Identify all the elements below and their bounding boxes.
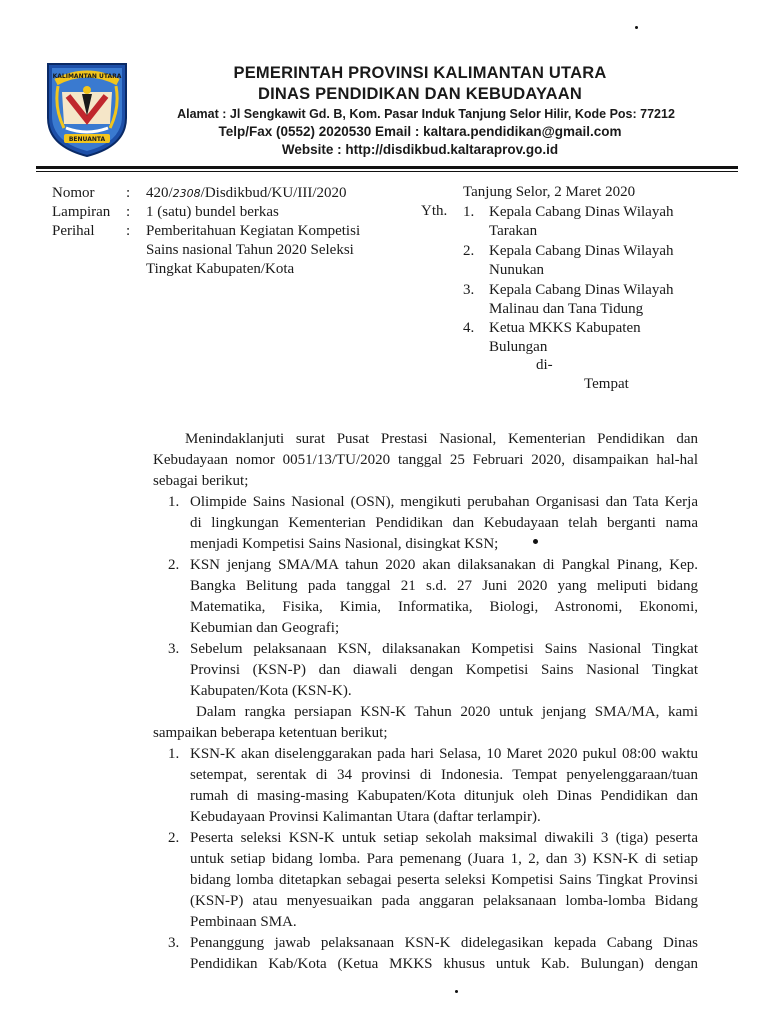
logo-top-text: KALIMANTAN UTARA (52, 73, 122, 80)
provincial-emblem-logo (42, 58, 132, 158)
list2-line: (KSN-P) atau menyesuaikan pada anggaran pelaksanaan lomba-lomba Bidang (190, 893, 698, 909)
logo-bottom-text: BENUANTA (68, 136, 106, 143)
recipient-line: Bulungan (489, 339, 548, 355)
list2-number: 3. (168, 935, 180, 951)
list2-number: 1. (168, 746, 180, 762)
list2-line: Penanggung jawab pelaksanaan KSN-K didelegasikan kepada Cabang Dinas (190, 935, 698, 951)
nomor-label: Nomor (52, 185, 95, 201)
perihal-label: Perihal (52, 223, 95, 239)
letterhead-divider-thin (36, 171, 738, 172)
letterhead-contact: Telp/Fax (0552) 2020530 Email : kaltara.pendidikan@gmail.com (218, 124, 622, 139)
list2-number: 2. (168, 830, 180, 846)
perihal-line: Tingkat Kabupaten/Kota (146, 261, 295, 277)
recipient-line: Kepala Cabang Dinas Wilayah (489, 243, 674, 259)
list1-line: Provinsi (KSN-P) dan diawali dengan Kompetisi Sains Nasional Tingkat (190, 662, 698, 678)
recipient-line: Nunukan (489, 262, 544, 278)
nomor-colon: : (126, 185, 131, 201)
list2-line: untuk setiap bidang lomba. Para pemenang (Juara 1, 2, dan 3) KSN-K di setiap (190, 851, 698, 867)
letterhead-divider-thick (36, 166, 738, 169)
list2-line: setempat, serentak di 34 provinsi di Indonesia. Tempat penyelenggaraan/tuan (190, 767, 698, 783)
list2-line: Pendidikan Kab/Kota (Ketua MKKS khusus untuk Kab. Bulungan) dengan (190, 956, 698, 972)
nomor-suffix: /Disdikbud/KU/III/2020 (200, 185, 347, 201)
list1-line: Olimpide Sains Nasional (OSN), mengikuti perubahan Organisasi dan Tata Kerja (190, 494, 698, 510)
perihal-colon: : (126, 223, 131, 239)
list2-line: KSN-K akan diselenggarakan pada hari Selasa, 10 Maret 2020 pukul 08:00 waktu (190, 746, 698, 762)
recipient-number: 1. (463, 204, 475, 220)
letter-date: Tanjung Selor, 2 Maret 2020 (463, 184, 636, 200)
intro-line: Menindaklanjuti surat Pusat Prestasi Nasional, Kementerian Pendidikan dan (185, 431, 698, 447)
di-label: di- (536, 357, 553, 373)
list1-line: menjadi Kompetisi Sains Nasional, disingkat KSN; (190, 536, 499, 552)
list2-line: Peserta seleksi KSN-K untuk setiap sekolah maksimal diwakili 3 (tiga) peserta (190, 830, 698, 846)
recipient-line: Kepala Cabang Dinas Wilayah (489, 204, 674, 220)
list1-line: Matematika, Fisika, Kimia, Informatika, Biologi, Astronomi, Ekonomi, (190, 599, 698, 615)
scan-speck (533, 539, 538, 544)
list1-number: 2. (168, 557, 180, 573)
list2-line: bidang lomba ditetapkan sebagai peserta seleksi Kompetisi Sains Tingkat Provinsi (190, 872, 698, 888)
list1-line: Bangka Belitung pada tanggal 21 s.d. 27 Juni 2020 yang meliputi bidang (190, 578, 698, 594)
tempat-label: Tempat (584, 376, 629, 392)
para2-line: sampaikan beberapa ketentuan berikut; (153, 725, 388, 741)
list2-line: Kebudayaan Provinsi Kalimantan Utara (daftar terlampir). (190, 809, 541, 825)
recipient-line: Ketua MKKS Kabupaten (489, 320, 641, 336)
perihal-line: Pemberitahuan Kegiatan Kompetisi (146, 223, 361, 239)
para2-line: Dalam rangka persiapan KSN-K Tahun 2020 untuk jenjang SMA/MA, kami (196, 704, 698, 720)
scan-speck (455, 990, 458, 993)
list1-number: 1. (168, 494, 180, 510)
list1-line: Kebumian dan Geografi; (190, 620, 340, 636)
list2-line: rumah di masing-masing Kabupaten/Kota ditunjuk oleh Dinas Pendidikan dan (190, 788, 698, 804)
letterhead-website: Website : http://disdikbud.kaltaraprov.go.id (281, 142, 559, 157)
perihal-line: Sains nasional Tahun 2020 Seleksi (146, 242, 354, 258)
recipient-number: 4. (463, 320, 475, 336)
list1-line: KSN jenjang SMA/MA tahun 2020 akan dilaksanakan di Pangkal Pinang, Kep. (190, 557, 698, 573)
nomor-handwritten: 2308 (172, 187, 201, 200)
letterhead-address: Alamat : Jl Sengkawit Gd. B, Kom. Pasar Induk Tanjung Selor Hilir, Kode Pos: 77212 (177, 107, 675, 121)
recipient-line: Kepala Cabang Dinas Wilayah (489, 282, 674, 298)
recipient-line: Tarakan (489, 223, 538, 239)
lampiran-colon: : (126, 204, 131, 220)
recipient-number: 2. (463, 243, 475, 259)
intro-line: Kebudayaan nomor 0051/13/TU/2020 tanggal 25 Februari 2020, disampaikan hal-hal (153, 452, 698, 468)
nomor-value (146, 184, 347, 203)
letterhead-government: PEMERINTAH PROVINSI KALIMANTAN UTARA (233, 64, 607, 82)
list1-line: Sebelum pelaksanaan KSN, dilaksanakan Kompetisi Sains Nasional Tingkat (190, 641, 698, 657)
list1-line: di lingkungan Kementerian Pendidikan dan Kebudayaan telah berganti nama (190, 515, 698, 531)
intro-line: sebagai berikut; (153, 473, 249, 489)
letterhead-department: DINAS PENDIDIKAN DAN KEBUDAYAAN (257, 85, 583, 103)
scan-speck (635, 26, 638, 29)
list1-number: 3. (168, 641, 180, 657)
lampiran-label: Lampiran (52, 204, 111, 220)
nomor-prefix: 420/ (146, 185, 173, 201)
recipient-line: Malinau dan Tana Tidung (489, 301, 644, 317)
list2-line: Pembinaan SMA. (190, 914, 297, 930)
yth-label: Yth. (421, 203, 448, 219)
recipient-number: 3. (463, 282, 475, 298)
list1-line: Kabupaten/Kota (KSN-K). (190, 683, 352, 699)
lampiran-value: 1 (satu) bundel berkas (146, 204, 279, 220)
